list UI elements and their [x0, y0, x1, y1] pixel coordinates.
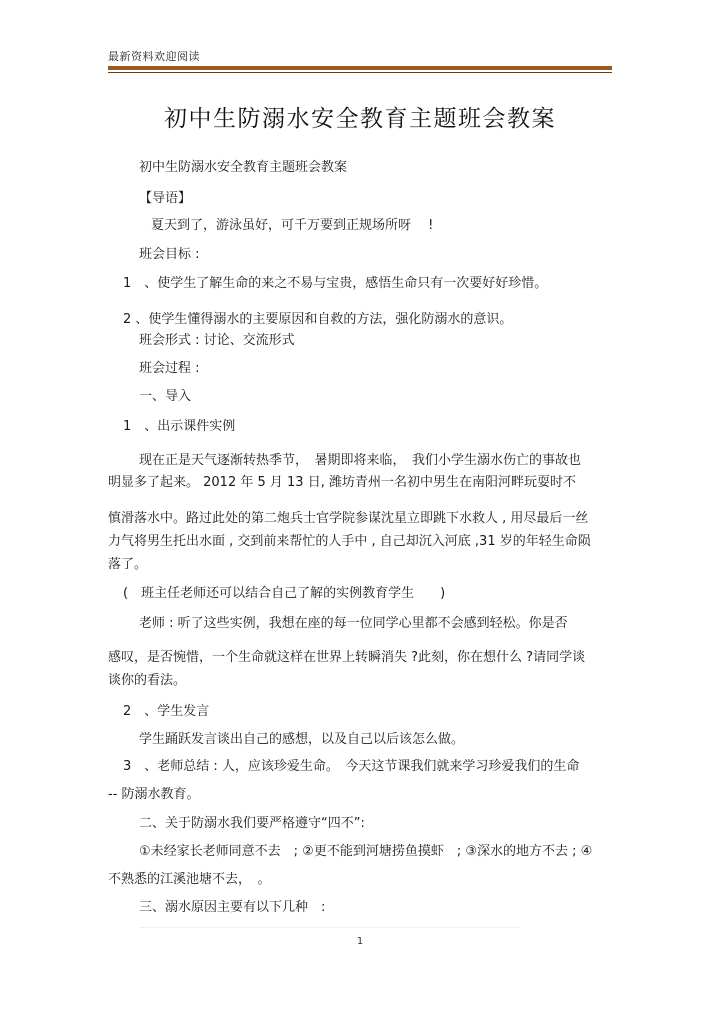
section-1-heading: 一、导入	[139, 389, 192, 404]
paragraph-line: 老师 : 听了这些实例，我想在座的每一位同学心里都不会感到轻松。你是否	[139, 616, 568, 631]
goals-heading: 班会目标 :	[139, 247, 200, 262]
paragraph-line: 慎滑落水中。路过此处的第二炮兵士官学院参谋沈星立即跳下水救人 , 用尽最后一丝	[108, 511, 589, 526]
intro-text: 夏天到了，游泳虽好，可千万要到正规场所呀 !	[151, 218, 434, 233]
section-2-heading: 二、关于防溺水我们要严格遵守“四不”:	[139, 816, 365, 831]
paragraph-line: 学生踊跃发言谈出自己的感想，以及自己以后该怎么做。	[139, 732, 465, 747]
goal-2: 2 、使学生懂得溺水的主要原因和自救的方法，强化防溺水的意识。	[123, 312, 513, 327]
header-rule-thin	[108, 72, 612, 73]
process-heading: 班会过程 :	[139, 361, 200, 376]
paragraph-line: 不熟悉的江溪池塘不去， 。	[108, 872, 271, 887]
paragraph-line: 落了。	[108, 557, 148, 572]
step-1: 1 、出示课件实例	[123, 419, 236, 434]
header-rule	[108, 66, 612, 70]
cutoff-line	[140, 927, 520, 932]
page-number: 1	[356, 936, 364, 947]
intro-heading: 【导语】	[139, 191, 192, 206]
teacher-note: ( 班主任老师还可以结合自己了解的实例教育学生 )	[123, 586, 446, 601]
paragraph-line: 力气将男生托出水面 , 交到前来帮忙的人手中 , 自己却沉入河底 ,31 岁的年轻生命陨	[108, 534, 591, 549]
document-title: 初中生防溺水安全教育主题班会教案	[164, 106, 556, 132]
paragraph-line: -- 防溺水教育。	[108, 787, 200, 802]
goal-1: 1 、使学生了解生命的来之不易与宝贵，感悟生命只有一次要好好珍惜。	[123, 276, 548, 291]
subtitle-line: 初中生防溺水安全教育主题班会教案	[139, 160, 348, 175]
paragraph-line: 现在正是天气逐渐转热季节， 暑期即将来临， 我们小学生溺水伤亡的事故也	[139, 453, 582, 468]
paragraph-line: ①未经家长老师同意不去 ; ②更不能到河塘捞鱼摸虾 ; ③深水的地方不去 ; ④	[139, 844, 593, 859]
format-line: 班会形式 : 讨论、交流形式	[139, 333, 295, 348]
step-3: 3 、老师总结 : 人，应该珍爱生命。 今天这节课我们就来学习珍爱我们的生命	[123, 759, 580, 774]
header-note: 最新资料欢迎阅读	[108, 50, 200, 63]
paragraph-line: 感叹，是否惋惜，一个生命就这样在世界上转瞬消失 ?此刻，你在想什么 ?请同学谈	[108, 650, 586, 665]
paragraph-line: 明显多了起来。 2012 年 5 月 13 日, 潍坊青州一名初中男生在南阳河畔玩耍时不	[108, 475, 576, 490]
step-2: 2 、学生发言	[123, 704, 210, 719]
section-3-heading: 三、溺水原因主要有以下几种 :	[139, 900, 326, 915]
paragraph-line: 谈你的看法。	[108, 673, 187, 688]
